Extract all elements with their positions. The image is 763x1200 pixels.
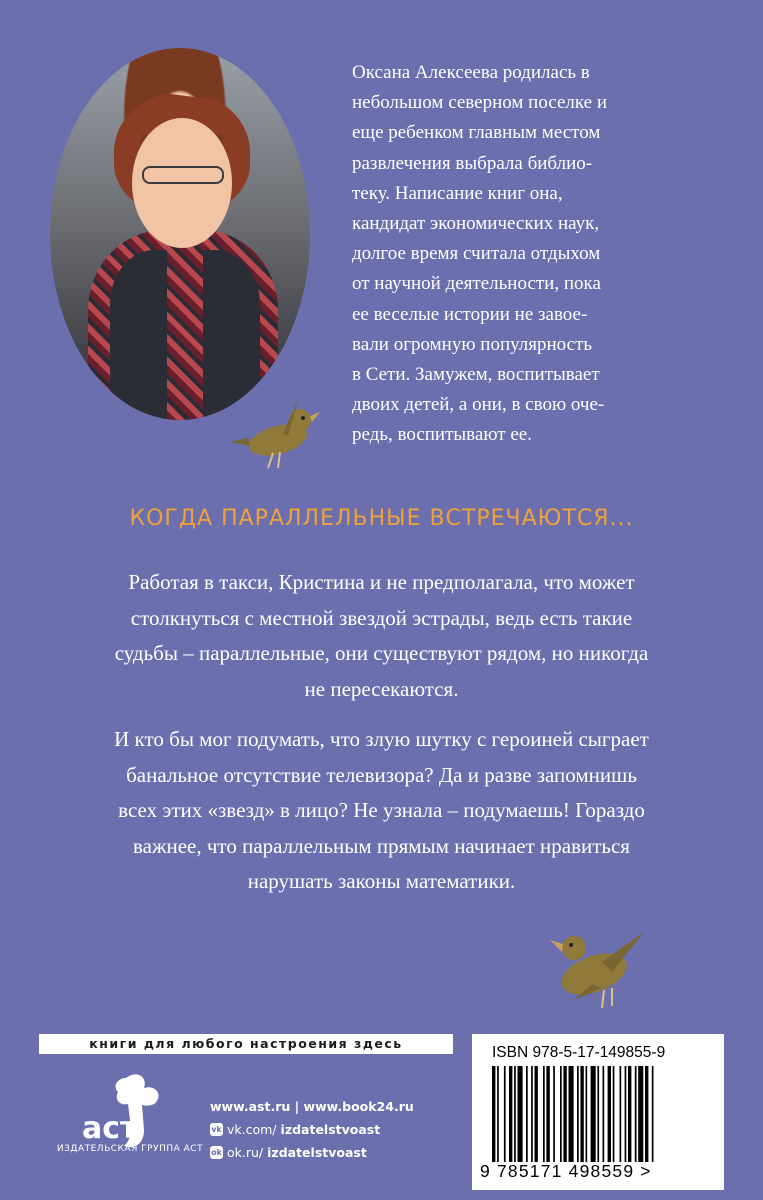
bio-line: развлечения выбрала библио- (352, 152, 593, 174)
barcode-bar (535, 1066, 538, 1162)
barcode-bar (504, 1066, 506, 1162)
barcode-bar (591, 1066, 596, 1162)
barcode-bar (514, 1066, 516, 1162)
headline: КОГДА ПАРАЛЛЕЛЬНЫЕ ВСТРЕЧАЮТСЯ... (129, 506, 634, 531)
paragraph-line: нарушать законы математики. (247, 869, 516, 894)
barcode-bar (509, 1066, 512, 1162)
series-tagline: книги для любого настроения здесь (39, 1034, 453, 1054)
ok-link-name[interactable]: izdatelstvoast (267, 1145, 367, 1160)
bird-illustration-bottom (544, 922, 654, 1014)
barcode-bar (608, 1066, 611, 1162)
author-bio (352, 58, 652, 451)
bio-line: кандидат экономических наук, (352, 213, 600, 235)
ok-link[interactable] (210, 1141, 414, 1164)
description-paragraph-1 (40, 565, 723, 707)
publisher-name: ИЗДАТЕЛЬСКАЯ ГРУППА АСТ (56, 1144, 204, 1154)
vk-link-prefix[interactable]: vk.com/ (227, 1122, 277, 1137)
website-links[interactable] (210, 1095, 414, 1118)
barcode-bar (597, 1066, 599, 1162)
barcode-bar (625, 1066, 627, 1162)
author-photo (50, 48, 310, 420)
paragraph-line: Работая в такси, Кристина и не предполагала, что может (128, 570, 635, 594)
barcode-bar (546, 1066, 549, 1162)
isbn-barcode (472, 1034, 724, 1190)
vk-link[interactable] (210, 1118, 414, 1141)
barcode-bar (560, 1066, 562, 1162)
bird-illustration-top (228, 398, 323, 473)
bio-line: ее веселые истории не завое- (352, 303, 588, 325)
paragraph-line: столкнуться с местной звездой эстрады, ведь есть такие (130, 605, 633, 630)
bio-line: редь, воспитывают ее. (352, 424, 532, 446)
barcode-bar (543, 1066, 545, 1162)
barcode-bar (635, 1066, 637, 1162)
barcode-bar (553, 1066, 555, 1162)
ok-link-prefix[interactable]: ok.ru/ (227, 1145, 264, 1160)
paragraph-line: важнее, что параллельным прямым начинает нравиться (133, 833, 630, 858)
barcode-bar (586, 1066, 588, 1162)
paragraph-line: всех этих «звезд» в лицо? Не узнала – подумаешь! Гораздо (118, 798, 645, 823)
publisher-links (210, 1095, 414, 1164)
barcode-bar (628, 1066, 631, 1162)
isbn-number: ISBN 978-5-17-149855-9 (492, 1044, 666, 1061)
barcode-bar (638, 1066, 643, 1162)
bio-line: в Сети. Замужем, воспитывает (352, 364, 600, 386)
bio-line: вали огромную популярность (352, 333, 593, 355)
bio-line: от научной деятельности, пока (352, 273, 601, 295)
barcode-bar (531, 1066, 533, 1162)
paragraph-line: банальное отсутствие телевизора? Да и разве запомнишь (126, 762, 637, 787)
vk-link-name[interactable]: izdatelstvoast (280, 1122, 381, 1137)
bio-line: небольшом северном поселке и (352, 92, 608, 114)
barcode-bar (603, 1066, 605, 1162)
bio-line: Оксана Алексеева родилась в (352, 62, 590, 83)
barcode-bar (518, 1066, 523, 1162)
vk-icon: vk (211, 1125, 222, 1134)
bio-line: еще ребенком главным местом (352, 122, 601, 144)
paragraph-line: не пересекаются. (304, 676, 459, 701)
logo-text: аст (82, 1111, 138, 1146)
bio-line: теку. Написание книг она, (352, 182, 563, 204)
barcode-bar (620, 1066, 622, 1162)
barcode-bar (526, 1066, 528, 1162)
barcode-bar (613, 1066, 615, 1162)
barcode-bar (652, 1066, 654, 1162)
barcode-bar (577, 1066, 579, 1162)
bio-line: долгое время считала отдыхом (352, 243, 601, 265)
barcode-bar (492, 1066, 495, 1162)
barcode-bar (645, 1066, 648, 1162)
ok-icon: ok (211, 1148, 222, 1157)
paragraph-line: И кто бы мог подумать, что злую шутку с героиней сыграет (114, 727, 649, 751)
paragraph-line: судьбы – параллельные, они существуют рядом, но никогда (114, 641, 649, 666)
barcode-bar (497, 1066, 499, 1162)
website-links-text[interactable]: www.ast.ru | www.book24.ru (210, 1099, 414, 1114)
barcode-bars (492, 1066, 698, 1162)
barcode-bar (563, 1066, 566, 1162)
barcode-bar (580, 1066, 583, 1162)
description-paragraph-2 (40, 722, 723, 900)
barcode-bar (569, 1066, 574, 1162)
bio-line: двоих детей, а они, в свою оче- (352, 394, 605, 416)
ean-number: 9 785171 498559 > (480, 1161, 652, 1181)
